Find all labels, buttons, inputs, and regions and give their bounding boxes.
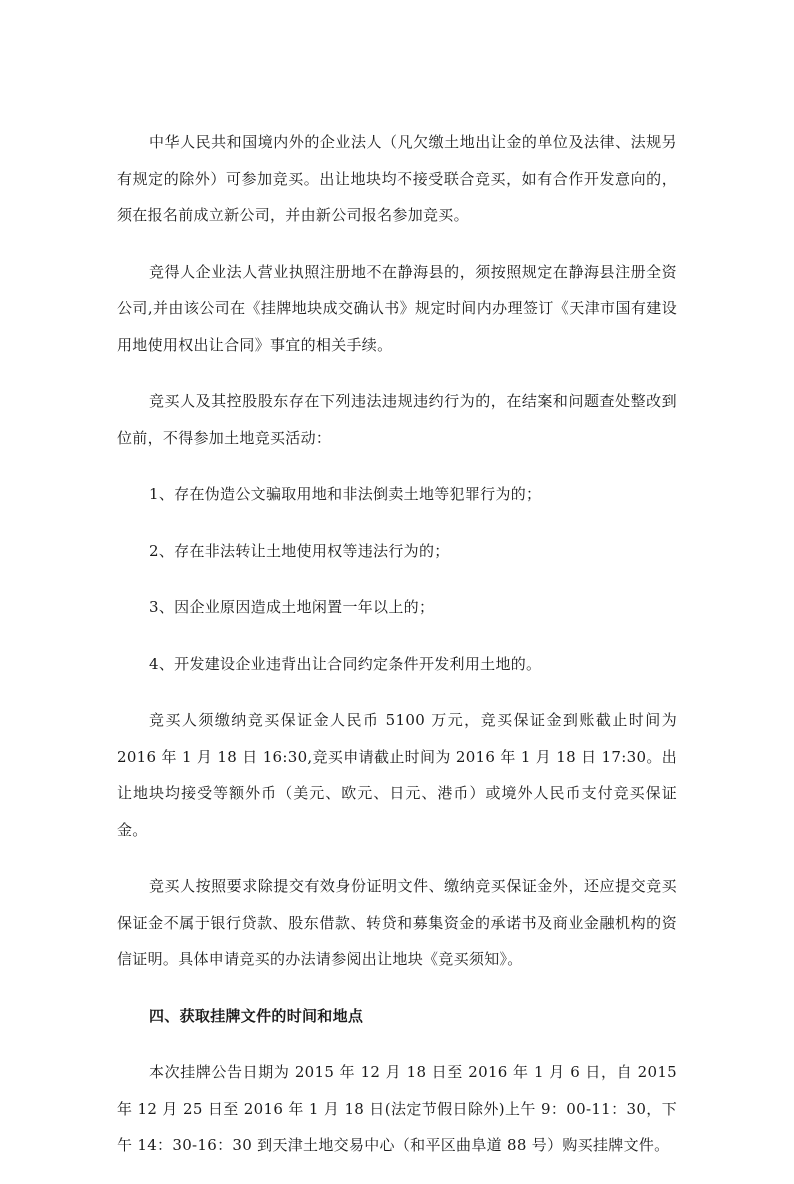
document-body: [117, 124, 677, 1184]
paragraph-documents: 竞买人按照要求除提交有效身份证明文件、缴纳竞买保证金外，还应提交竞买保证金不属于银行贷款、股东借款、转贷和募集资金的承诺书及商业金融机构的资信证明。具体申请竞买的办法请参阅出让地块《竞买须知》。: [117, 877, 677, 968]
section-heading: 四、获取挂牌文件的时间和地点: [149, 1006, 364, 1025]
paragraph-violations: 竞买人及其控股股东存在下列违法违规违约行为的，在结案和问题查处整改到位前，不得参加土地竞买活动：: [117, 392, 677, 447]
list-item: 3、因企业原因造成土地闲置一年以上的；: [149, 598, 435, 616]
paragraph-registration: 竞得人企业法人营业执照注册地不在静海县的，须按照规定在静海县注册全资公司,并由该公司在《挂牌地块成交确认书》规定时间内办理签订《天津市国有建设用地使用权出让合同》事宜的相关手续。: [117, 262, 677, 354]
paragraph-deposit: 竞买人须缴纳竞买保证金人民币 5100 万元，竞买保证金到账截止时间为2016 年 1 月 18 日 16:30,竞买申请截止时间为 2016 年 1 月 18 日 17:30。出让地块均接受等额外币（美元、欧元、日元、港币）或境外人民币支付竞买保证金。: [117, 711, 677, 839]
list-item: 1、存在伪造公文骗取用地和非法倒卖土地等犯罪行为的；: [149, 485, 542, 503]
list-item: 4、开发建设企业违背出让合同约定条件开发利用土地的。: [149, 654, 542, 673]
paragraph-schedule: 本次挂牌公告日期为 2015 年 12 月 18 日至 2016 年 1 月 6 日，自 2015 年 12 月 25 日至 2016 年 1 月 18 日(法定节假日除外)上午 9：00-11：30，下午 14：30-16：30 到天津土地交易中心（和平区曲阜道 88 号）购买挂牌文件。: [117, 1063, 677, 1154]
list-item: 2、存在非法转让土地使用权等违法行为的；: [149, 541, 450, 560]
paragraph-eligibility: 中华人民共和国境内外的企业法人（凡欠缴土地出让金的单位及法律、法规另有规定的除外）可参加竞买。出让地块均不接受联合竞买，如有合作开发意向的，须在报名前成立新公司，并由新公司报名参加竞买。: [117, 133, 677, 224]
